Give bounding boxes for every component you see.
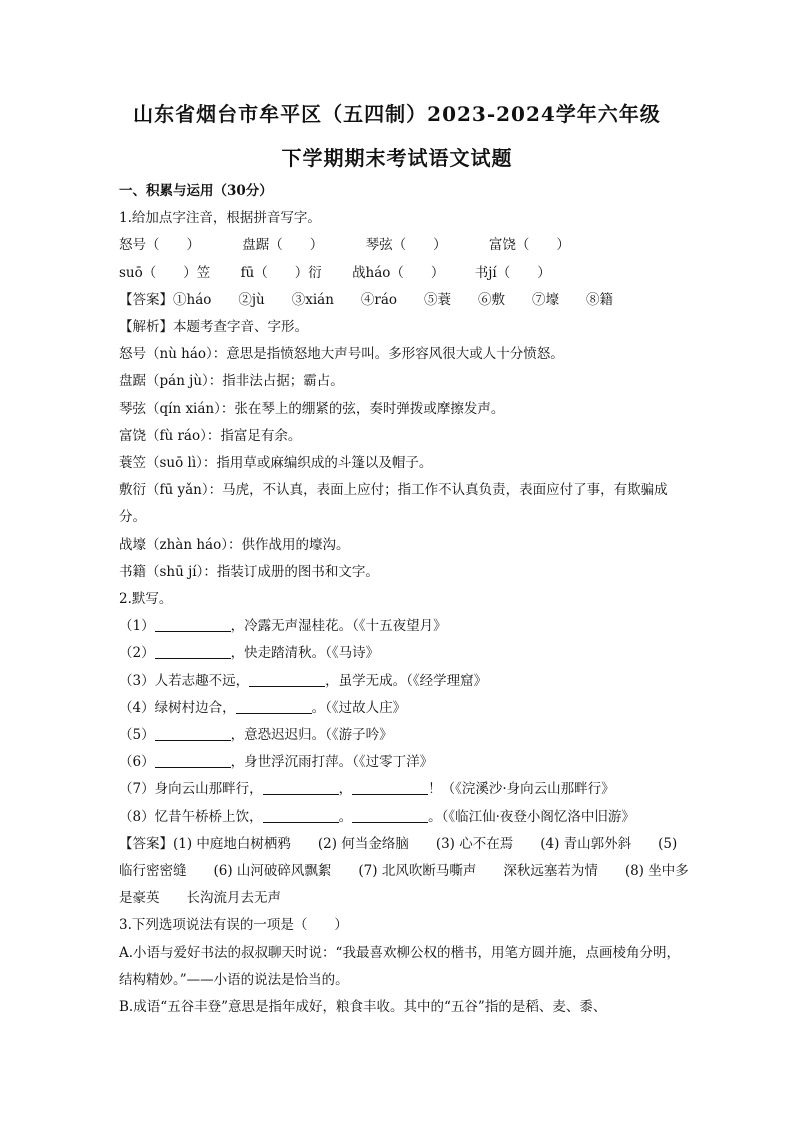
answer-blank [155, 753, 231, 768]
analysis-note: 敷衍（fū yǎn）：马虎，不认真，表面上应付；指工作不认真负责，表面应付了事，有欺骗成分。 [119, 482, 668, 526]
option-a: A.小语与爱好书法的叔叔聊天时说：“我最喜欢柳公权的楷书，用笔方圆并施，点画棱角分明，结构精妙。”——小语的说法是恰当的。 [119, 944, 680, 988]
dictation-suffix: 。（《临江仙·夜登小阁忆洛中旧游》 [428, 808, 635, 825]
answer-blank [249, 672, 325, 687]
question-1-stem: 1.给加点字注音，根据拼音写字。 [119, 210, 321, 227]
dictation-item [119, 804, 689, 831]
question-1-row-2 [119, 260, 689, 287]
dictation-separator: 。 [338, 808, 353, 825]
dictation-prefix: （4）绿树村边合， [119, 699, 236, 716]
answer-blank [352, 808, 428, 823]
dictation-prefix: （1） [119, 618, 155, 635]
dictation-prefix: （6） [119, 754, 155, 771]
analysis-note: 富饶（fù ráo）：指富足有余。 [119, 427, 302, 444]
question-2-answer: 【答案】(1) 中庭地白树栖鸦 (2) 何当金络脑 (3) 心不在焉 (4) 青山郭外斜 (5) 临行密密缝 (6) 山河破碎风飘絮 (7) 北风吹断马嘶声 深秋远塞若为情 (8) 坐中多是豪英 长沟流月去无声 [119, 835, 689, 907]
pinyin-item: 琴弦（ ） [365, 237, 447, 254]
dictation-prefix: （7）身向云山那畔行， [119, 781, 263, 798]
analysis-note: 怒号（nù háo）：意思是指愤怒地大声号叫。多形容风很大或人十分愤怒。 [119, 346, 564, 363]
document-body [119, 178, 689, 1021]
section-heading: 一、积累与运用（30分） [119, 183, 273, 199]
question-1-row-1 [119, 232, 689, 259]
option-b: B.成语“五谷丰登”意思是指年成好，粮食丰收。其中的“五谷”指的是稻、麦、黍、 [119, 999, 607, 1016]
question-2-stem: 2.默写。 [119, 591, 173, 608]
analysis-note: 盘踞（pán jù）：指非法占据；霸占。 [119, 373, 344, 390]
dictation-item [119, 776, 689, 803]
analysis-note: 蓑笠（suō lì）：指用草或麻编织成的斗篷以及帽子。 [119, 455, 433, 472]
dictation-item [119, 722, 689, 749]
answer-blank [155, 726, 231, 741]
answer-blank [236, 699, 312, 714]
dictation-separator: ， [338, 781, 353, 798]
analysis-note: 战壕（zhàn háo）：供作战用的壕沟。 [119, 536, 350, 553]
answer-blank [155, 617, 231, 632]
question-1-analysis: 【解析】本题考查字音、字形。 [119, 319, 308, 336]
document-title-line1: 山东省烟台市牟平区（五四制）2023-2024学年六年级 [133, 102, 661, 126]
pinyin-item: suō（ ）笠 [119, 264, 211, 281]
dictation-item [119, 749, 689, 776]
analysis-note: 琴弦（qín xián）：张在琴上的绷紧的弦，奏时弹拨或摩擦发声。 [119, 400, 505, 417]
dictation-suffix: ，身世浮沉雨打萍。（《过零丁洋》 [230, 754, 434, 771]
pinyin-item: 怒号（ ） [119, 237, 200, 254]
answer-blank [263, 808, 339, 823]
dictation-item [119, 640, 689, 667]
answer-blank [263, 780, 339, 795]
dictation-suffix: ，意恐迟迟归。（《游子吟》 [230, 727, 393, 744]
dictation-prefix: （5） [119, 727, 155, 744]
pinyin-item: 盘踞（ ） [242, 237, 324, 254]
dictation-prefix: （8）忆昔午桥桥上饮， [119, 808, 263, 825]
question-1-answer: 【答案】①háo ②jù ③xián ④ráo ⑤蓑 ⑥敷 ⑦壕 ⑧籍 [119, 291, 614, 308]
pinyin-item: 书jí（ ） [474, 264, 551, 281]
dictation-item [119, 613, 689, 640]
pinyin-item: fū（ ）衍 [240, 264, 322, 281]
answer-blank [155, 644, 231, 659]
dictation-suffix: 。（《过故人庄》 [311, 699, 407, 716]
pinyin-item: 战háo（ ） [352, 264, 445, 281]
question-3-stem: 3.下列选项说法有误的一项是（ ） [119, 917, 348, 934]
document-title-line2: 下学期期末考试语文试题 [281, 146, 513, 170]
dictation-prefix: （2） [119, 645, 155, 662]
dictation-prefix: （3）人若志趣不远， [119, 672, 250, 689]
dictation-item [119, 668, 689, 695]
dictation-item [119, 695, 689, 722]
dictation-suffix: ，虽学无成。（《经学理窟》 [325, 672, 488, 689]
pinyin-item: 富饶（ ） [488, 237, 570, 254]
dictation-suffix: ，冷露无声湿桂花。（《十五夜望月》 [230, 618, 447, 635]
dictation-suffix: ！（《浣溪沙·身向云山那畔行》 [428, 781, 615, 798]
answer-blank [352, 780, 428, 795]
dictation-suffix: ，快走踏清秋。（《马诗》 [230, 645, 380, 662]
analysis-note: 书籍（shū jí）：指装订成册的图书和文字。 [119, 563, 379, 580]
